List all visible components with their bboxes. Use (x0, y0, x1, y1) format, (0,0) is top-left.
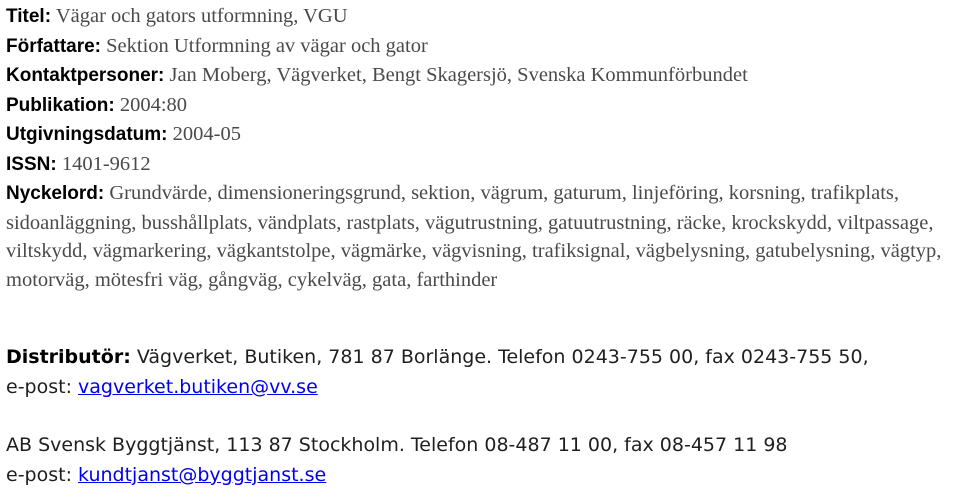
distributor-email-line (6, 372, 956, 402)
distributor-email-label: e-post: (6, 376, 72, 398)
byggtjanst-email-link[interactable]: kundtjanst@byggtjanst.se (78, 464, 327, 486)
author-value: Sektion Utformning av vägar och gator (106, 34, 428, 57)
distributor-email-link[interactable]: vagverket.butiken@vv.se (78, 376, 318, 398)
title-row (6, 2, 956, 32)
author-label: Författare: (6, 35, 102, 57)
byggtjanst-email-line (6, 460, 956, 490)
release-date-row (6, 120, 956, 150)
publication-row (6, 91, 956, 121)
issn-value: 1401-9612 (61, 152, 151, 175)
byggtjanst-block (6, 430, 956, 490)
document-page (6, 2, 956, 486)
distributor-line (6, 342, 956, 372)
title-value: Vägar och gators utformning, VGU (55, 5, 348, 27)
byggtjanst-address: AB Svensk Byggtjänst, 113 87 Stockholm. Telefon 08-487 11 00, fax 08-457 11 98 (6, 434, 788, 456)
release-date-value: 2004-05 (172, 123, 241, 145)
distributor-label: Distributör: (6, 346, 131, 368)
release-date-label: Utgivningsdatum: (6, 124, 168, 145)
contacts-value: Jan Moberg, Vägverket, Bengt Skagersjö, Svenska Kommunförbundet (169, 64, 748, 86)
byggtjanst-email-label: e-post: (6, 464, 72, 486)
publication-value: 2004:80 (119, 93, 188, 116)
issn-row (6, 150, 956, 180)
keywords-row (6, 179, 956, 294)
keywords-value: Grundvärde, dimensioneringsgrund, sektion, vägrum, gaturum, linjeföring, korsning, trafikplats, sidoanläggning, busshållplats, vändplats, rastplats, vägutrustning, gatuutrustning, räcke, krockskydd, viltpassage, viltskydd, vägmarkering, vägkantstolpe, vägmärke, vägvisning, trafiksignal, vägbelysning, gatubelysning, vägtyp, motorväg, mötesfri väg, gångväg, cykelväg, gata, farthinder (6, 182, 942, 291)
distributor-address: Vägverket, Butiken, 781 87 Borlänge. Telefon 0243-755 00, fax 0243-755 50, (136, 346, 869, 368)
author-row (6, 32, 956, 62)
contacts-row (6, 61, 956, 91)
distributor-block (6, 342, 956, 402)
contacts-label: Kontaktpersoner: (6, 65, 165, 86)
publication-metadata (6, 2, 956, 294)
publication-label: Publikation: (6, 94, 115, 116)
keywords-label: Nyckelord: (6, 183, 105, 204)
issn-label: ISSN: (6, 153, 57, 175)
title-label: Titel: (6, 6, 52, 27)
